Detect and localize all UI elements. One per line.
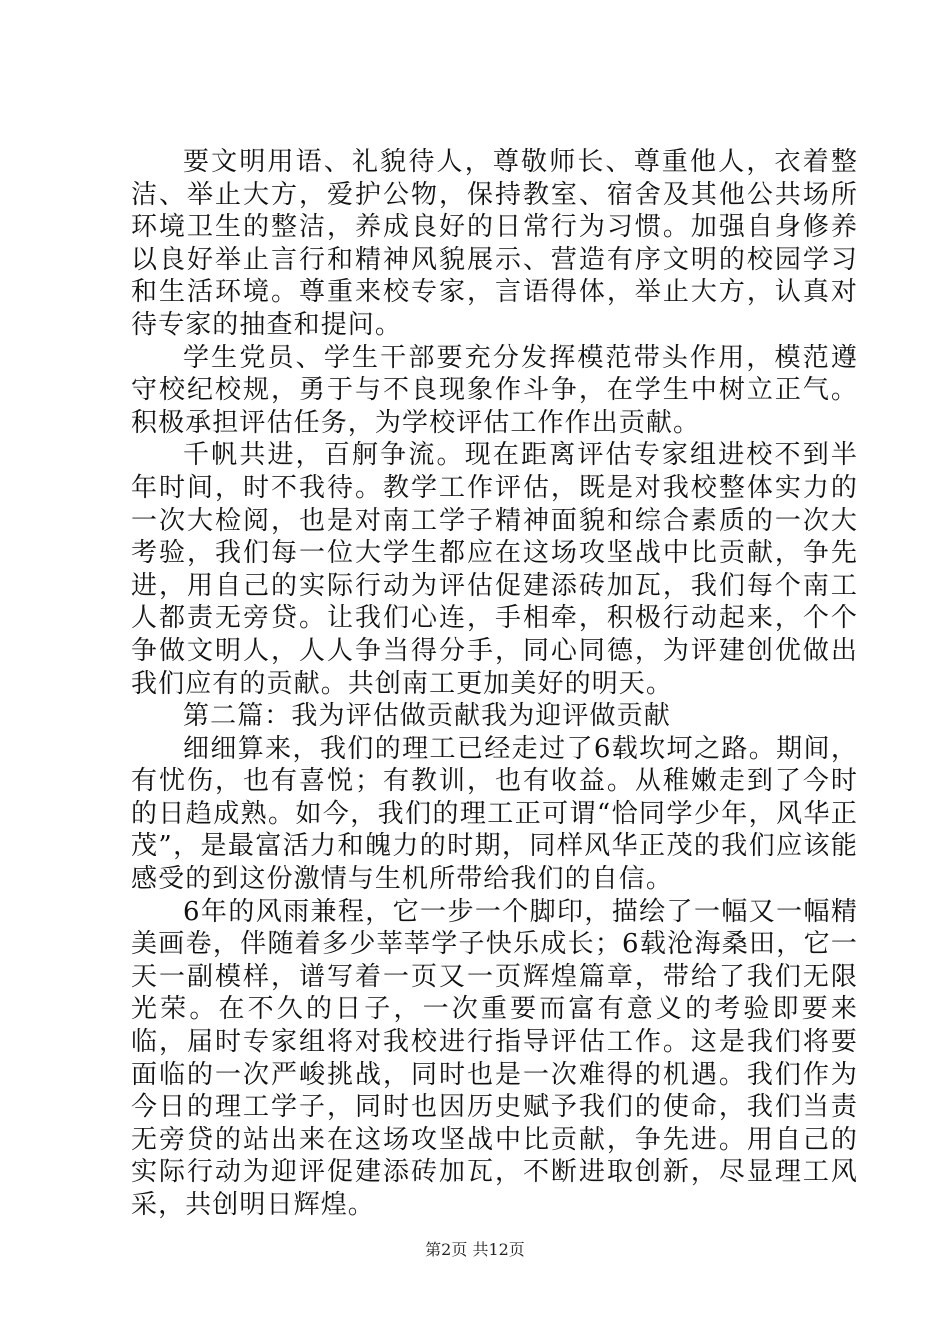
- document-body: [131, 146, 858, 1222]
- section-heading: 第二篇：我为评估做贡献我为迎评做贡献: [183, 701, 671, 732]
- paragraph-call-to-action: 千帆共进，百舸争流。现在距离评估专家组进校不到半年时间，时不我待。教学工作评估，既是对我校整体实力的一次大检阅，也是对南工学子精神面貌和综合素质的一次大考验，我们每一位大学生都应在这场攻坚战中比贡献，争先进，用自己的实际行动为评估促建添砖加瓦，我们每个南工人都责无旁贷。让我们心连，手相牵，积极行动起来，个个争做文明人，人人争当得分手，同心同德，为评建创优做出我们应有的贡献。共创南工更加美好的明天。: [131, 440, 858, 699]
- paragraph-six-years: 6年的风雨兼程，它一步一个脚印，描绘了一幅又一幅精美画卷，伴随着多少莘莘学子快乐成长；6载沧海桑田，它一天一副模样，谱写着一页又一页辉煌篇章，带给了我们无限光荣。在不久的日子，一次重要而富有意义的考验即要来临，届时专家组将对我校进行指导评估工作。这是我们将要面临的一次严峻挑战，同时也是一次难得的机遇。我们作为今日的理工学子，同时也因历史赋予我们的使命，我们当责无旁贷的站出来在这场攻坚战中比贡献，争先进。用自己的实际行动为迎评促建添砖加瓦，不断进取创新，尽显理工风采，共创明日辉煌。: [131, 896, 858, 1220]
- paragraph-party-members: 学生党员、学生干部要充分发挥模范带头作用，模范遵守校纪校规，勇于与不良现象作斗争，在学生中树立正气。积极承担评估任务，为学校评估工作作出贡献。: [131, 342, 858, 438]
- paragraph-civility: 要文明用语、礼貌待人，尊敬师长、尊重他人，衣着整洁、举止大方，爱护公物，保持教室、宿舍及其他公共场所环境卫生的整洁，养成良好的日常行为习惯。加强自身修养以良好举止言行和精神风貌展示、营造有序文明的校园学习和生活环境。尊重来校专家，言语得体，举止大方，认真对待专家的抽查和提问。: [131, 147, 858, 340]
- paragraph-history: 细细算来，我们的理工已经走过了6载坎坷之路。期间，有忧伤，也有喜悦；有教训，也有收益。从稚嫩走到了今时的日趋成熟。如今，我们的理工正可谓“恰同学少年，风华正茂”，是最富活力和魄力的时期，同样风华正茂的我们应该能感受的到这份激情与生机所带给我们的自信。: [131, 733, 858, 895]
- page-number-footer: 第2页 共12页: [425, 1240, 525, 1259]
